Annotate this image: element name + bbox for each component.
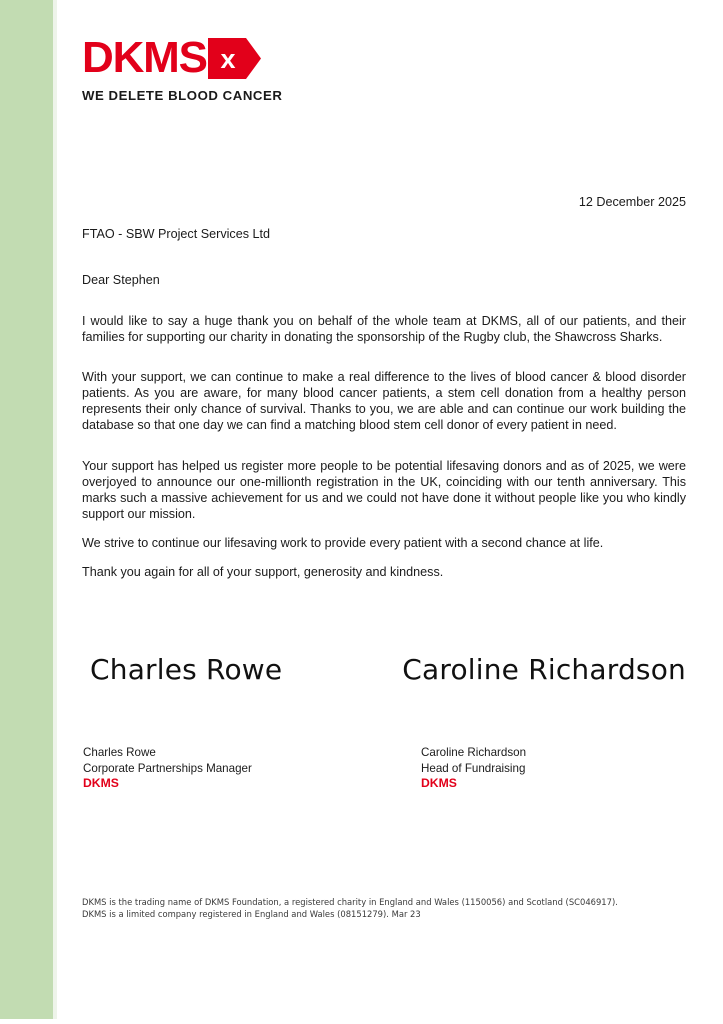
sign-off-left-title: Corporate Partnerships Manager — [83, 761, 252, 775]
sign-off-left — [83, 745, 252, 792]
sign-off-right-organisation: DKMS — [421, 776, 457, 791]
dkms-tagline: WE DELETE BLOOD CANCER — [82, 88, 283, 103]
sign-off-right — [421, 745, 526, 792]
sign-off-right-name: Caroline Richardson — [421, 746, 527, 759]
letter-paragraph-2: With your support, we can continue to make a real difference to the lives of blood cancer & blood disorder patients. As you are aware, for many blood cancer patients, a stem cell donation from a healthy person represents their only chance of survival. Thanks to you, we are able and can continue our work building the database so that one day we can find a matching blood stem cell donor of every patient in need. — [82, 370, 686, 433]
letter-recipient: FTAO - SBW Project Services Ltd — [82, 227, 271, 241]
letter-salutation: Dear Stephen — [82, 273, 160, 287]
legal-footer-line-1: DKMS is the trading name of DKMS Foundation, a registered charity in England and Wales (1150056) and Scotland (SC046917). — [82, 897, 618, 907]
letter-paragraph-3: Your support has helped us register more people to be potential lifesaving donors and as of 2025, we were overjoyed to announce our one-millionth registration in the UK, coinciding with our tenth anniversary. This marks such a massive achievement for us and we could not have done it without people like you who kindly support our mission. — [82, 458, 686, 521]
letter-body — [82, 313, 686, 601]
legal-footer-line-2: DKMS is a limited company registered in England and Wales (08151279). Mar 23 — [82, 908, 421, 919]
dkms-logo — [82, 33, 283, 103]
left-green-band — [0, 0, 53, 1019]
svg-text:x: x — [220, 43, 236, 74]
letter-date: 12 December 2025 — [578, 195, 686, 209]
left-green-band-edge — [53, 0, 57, 1019]
letter-content — [82, 0, 686, 1024]
legal-footer — [82, 897, 686, 920]
sign-off-left-organisation: DKMS — [83, 776, 119, 791]
signature-name-left: Charles Rowe — [90, 653, 283, 686]
sign-off-right-title: Head of Fundraising — [421, 761, 526, 775]
dkms-wordmark: DKMS — [82, 33, 207, 82]
dkms-badge-icon — [208, 38, 261, 79]
letter-paragraph-5: Thank you again for all of your support, generosity and kindness. — [82, 565, 444, 580]
sign-off-left-name: Charles Rowe — [83, 746, 156, 759]
signature-block — [64, 652, 686, 688]
dkms-logo-mark — [82, 33, 282, 82]
letter-paragraph-4: We strive to continue our lifesaving work to provide every patient with a second chance at life. — [82, 535, 604, 550]
letter-paragraph-1: I would like to say a huge thank you on behalf of the whole team at DKMS, all of our patients, and their families for supporting our charity in donating the sponsorship of the Rugby club, the Shawcross Sharks. — [82, 314, 686, 345]
signature-name-right: Caroline Richardson — [402, 653, 686, 686]
